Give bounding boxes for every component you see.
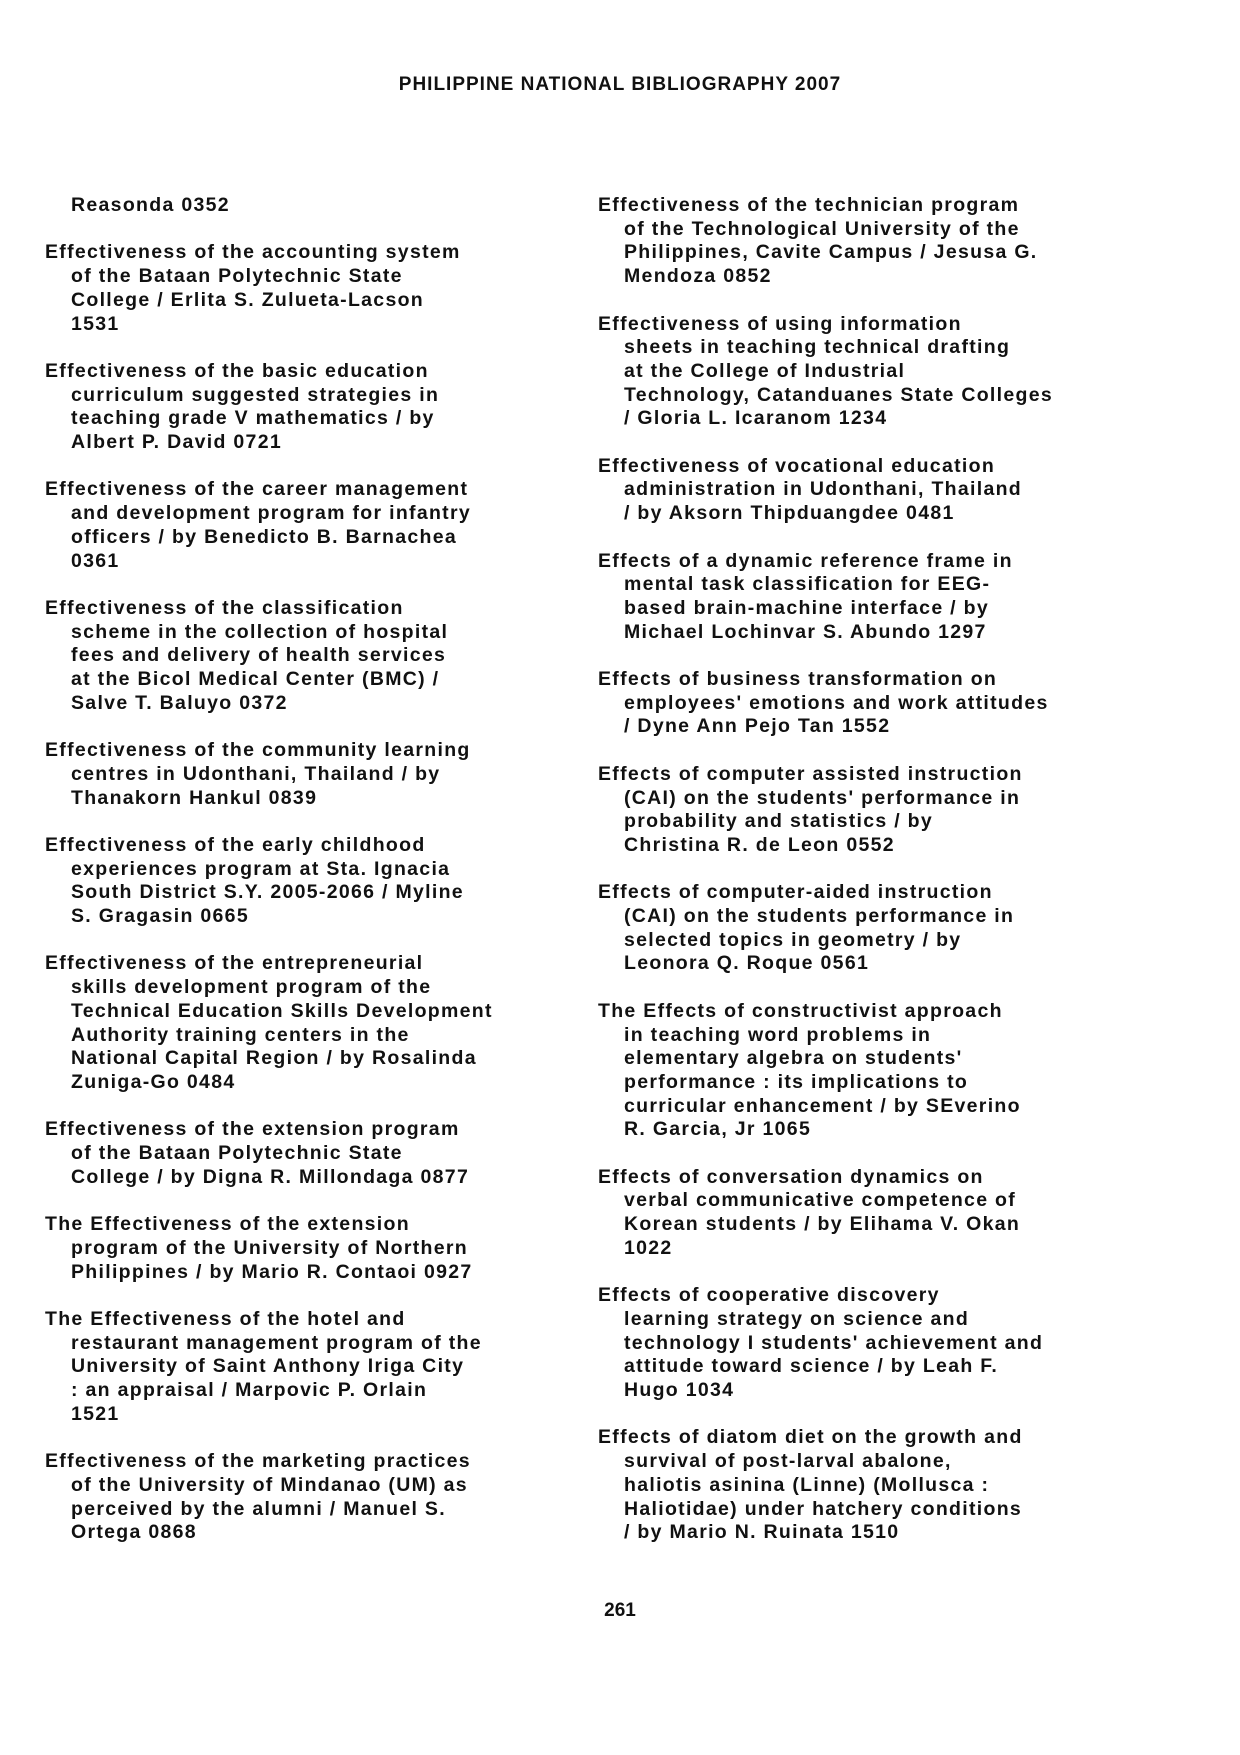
bibliography-entry: Effects of diatom diet on the growth and survival of post-larval abalone, haliotis asinina (Linne) (Mollusca : Haliotidae) under hatchery conditions / by Mario N. Ruinata 1510	[598, 1426, 1023, 1544]
bibliography-entry: Effectiveness of the extension program of the Bataan Polytechnic State College / by Digna R. Millondaga 0877	[45, 1118, 470, 1188]
bibliography-entry: Reasonda 0352	[71, 194, 230, 216]
bibliography-entry: Effectiveness of the technician program of the Technological University of the Philippines, Cavite Campus / Jesusa G. Mendoza 0852	[598, 194, 1038, 288]
page-number: 261	[604, 1600, 636, 1621]
bibliography-entry: Effects of cooperative discovery learning strategy on science and technology I students' achievement and attitude toward science / by Leah F. Hugo 1034	[598, 1284, 1044, 1402]
running-head: PHILIPPINE NATIONAL BIBLIOGRAPHY 2007	[398, 74, 842, 95]
bibliography-entry: Effectiveness of the entrepreneurial skills development program of the Technical Education Skills Development Authority training centers in the National Capital Region / by Rosalinda Zuniga-Go 0484	[45, 952, 493, 1093]
bibliography-entry: The Effectiveness of the extension program of the University of Northern Philippines / by Mario R. Contaoi 0927	[45, 1213, 473, 1283]
bibliography-entry: Effectiveness of the classification scheme in the collection of hospital fees and delivery of health services at the Bicol Medical Center (BMC) / Salve T. Baluyo 0372	[45, 596, 449, 714]
bibliography-entry: The Effects of constructivist approach in teaching word problems in elementary algebra on students' performance : its implications to curricular enhancement / by SEverino R. Garcia, Jr 1065	[598, 999, 1021, 1141]
bibliography-entry: Effectiveness of the community learning centres in Udonthani, Thailand / by Thanakorn Hankul 0839	[45, 739, 471, 809]
bibliography-entry: The Effectiveness of the hotel and restaurant management program of the University of Saint Anthony Iriga City : an appraisal / Marpovic P. Orlain 1521	[45, 1307, 482, 1425]
bibliography-entry: Effectiveness of the accounting system of the Bataan Polytechnic State College / Erlita S. Zulueta-Lacson 1531	[45, 241, 461, 335]
left-column	[45, 194, 565, 1569]
bibliography-entry: Effectiveness of the career management and development program for infantry officers / by Benedicto B. Barnachea 0361	[45, 478, 472, 572]
bibliography-entry: Effectiveness of vocational education administration in Udonthani, Thailand / by Aksorn Thipduangdee 0481	[598, 454, 1023, 525]
right-column	[598, 194, 1118, 1569]
bibliography-entry: Effects of conversation dynamics on verbal communicative competence of Korean students / by Elihama V. Okan 1022	[598, 1165, 1021, 1259]
bibliography-entry: Effects of computer assisted instruction (CAI) on the students' performance in probability and statistics / by Christina R. de Leon 0552	[598, 762, 1023, 856]
bibliography-entry: Effects of computer-aided instruction (CAI) on the students performance in selected topics in geometry / by Leonora Q. Roque 0561	[598, 881, 1015, 975]
bibliography-entry: Effects of business transformation on employees' emotions and work attitudes / Dyne Ann Pejo Tan 1552	[598, 668, 1049, 738]
bibliography-entry: Effectiveness of the basic education curriculum suggested strategies in teaching grade V mathematics / by Albert P. David 0721	[45, 359, 440, 453]
bibliography-entry: Effectiveness of the marketing practices of the University of Mindanao (UM) as perceived by the alumni / Manuel S. Ortega 0868	[45, 1450, 471, 1544]
bibliography-entry: Effectiveness of using information sheets in teaching technical drafting at the College of Industrial Technology, Catanduanes State Colleges / Gloria L. Icaranom 1234	[598, 312, 1054, 430]
bibliography-entry: Effects of a dynamic reference frame in mental task classification for EEG- based brain-machine interface / by Michael Lochinvar S. Abundo 1297	[598, 549, 1013, 643]
bibliography-entry: Effectiveness of the early childhood experiences program at Sta. Ignacia South District S.Y. 2005-2066 / Myline S. Gragasin 0665	[45, 833, 464, 927]
